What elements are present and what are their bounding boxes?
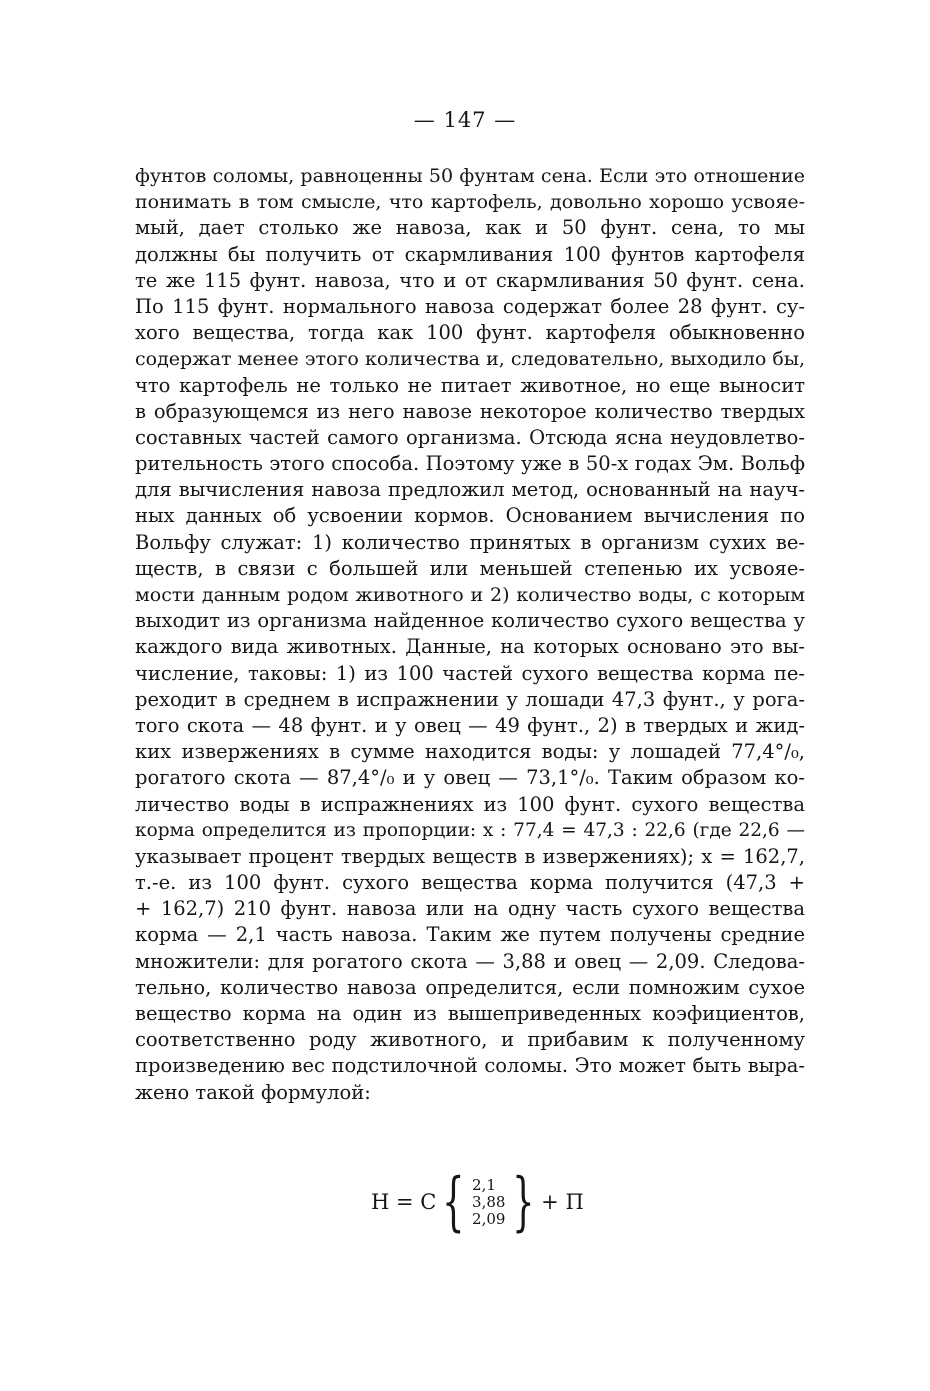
text-line: содержат менее этого количества и, следовательно, выходило бы,	[135, 348, 805, 371]
text-line: личество воды в испражнениях из 100 фунт. сухого вещества	[135, 792, 805, 816]
text-line: произведению вес подстилочной соломы. Это может быть выра-	[135, 1054, 805, 1078]
text-line: тельно, количество навоза определится, если помножим сухое	[135, 975, 805, 999]
text-line: ных данных об усвоении кормов. Основанием вычисления по	[135, 504, 805, 528]
text-line: соответственно роду животного, и прибавим к полученному	[135, 1028, 805, 1052]
text-line: того скота — 48 фунт. и у овец — 49 фунт., 2) в твердых и жид-	[135, 713, 805, 737]
text-line: реходит в среднем в испражнении у лошади 47,3 фунт., у рога-	[135, 687, 805, 711]
formula-rhs: + П	[541, 1190, 584, 1214]
text-line: каждого вида животных. Данные, на которых основано это вы-	[135, 635, 805, 659]
text-line: корма определится из пропорции: x : 77,4 = 47,3 : 22,6 (где 22,6 —	[135, 819, 805, 841]
text-line: фунтов соломы, равноценны 50 фунтам сена. Если это отношение	[135, 165, 805, 187]
text-line: составных частей самого организма. Отсюда ясна неудовлетво-	[135, 425, 805, 449]
text-line: в образующемся из него навозе некоторое количество твердых	[135, 399, 805, 423]
text-line: Вольфу служат: 1) количество принятых в организм сухих ве-	[135, 530, 805, 554]
formula-left-brace: {	[442, 1165, 465, 1239]
text-line: числение, таковы: 1) из 100 частей сухого вещества корма пе-	[135, 661, 805, 685]
text-line: корма — 2,1 часть навоза. Таким же путем получены средние	[135, 923, 805, 947]
coefficient-cattle: 3,88	[472, 1192, 506, 1211]
text-line: мый, дает столько же навоза, как и 50 фунт. сена, то мы	[135, 216, 805, 240]
coefficient-horse: 2,1	[472, 1175, 496, 1194]
formula-lhs: H = C	[371, 1190, 437, 1214]
formula-right-brace: }	[512, 1165, 536, 1239]
manure-formula	[368, 1165, 587, 1239]
text-line: что картофель не только не питает животное, но еще выносит	[135, 373, 805, 397]
text-line: множители: для рогатого скота — 3,88 и овец — 2,09. Следова-	[135, 949, 805, 973]
text-line: рительность этого способа. Поэтому уже в 50-х годах Эм. Вольф	[135, 452, 805, 476]
text-line: выходит из организма найденное количество сухого вещества у	[135, 609, 805, 633]
text-line: + 162,7) 210 фунт. навоза или на одну часть сухого вещества	[135, 897, 805, 921]
text-line: По 115 фунт. нормального навоза содержат более 28 фунт. су-	[135, 294, 805, 318]
text-line: должны бы получить от скармливания 100 фунтов картофеля	[135, 242, 805, 266]
text-line: вещество корма на один из вышеприведенных коэфициентов,	[135, 1002, 805, 1025]
text-line: рогатого скота — 87,4°/₀ и у овец — 73,1°/₀. Таким образом ко-	[135, 766, 805, 790]
text-line: ществ, в связи с большей или меньшей степенью их усвояе-	[135, 556, 805, 580]
formula-coefficients	[468, 1177, 509, 1228]
coefficient-sheep: 2,09	[472, 1209, 506, 1228]
text-line: хого вещества, тогда как 100 фунт. картофеля обыкновенно	[135, 321, 805, 345]
page-number: — 147 —	[413, 108, 517, 132]
text-line: понимать в том смысле, что картофель, довольно хорошо усвояе-	[135, 191, 805, 214]
text-line: для вычисления навоза предложил метод, основанный на науч-	[135, 478, 805, 502]
text-line: указывает процент твердых веществ в извержениях); x = 162,7,	[135, 844, 805, 868]
text-line: жено такой формулой:	[135, 1080, 371, 1104]
text-line: мости данным родом животного и 2) количество воды, с которым	[135, 584, 805, 606]
text-line: те же 115 фунт. навоза, что и от скармливания 50 фунт. сена.	[135, 268, 805, 292]
text-line: ких извержениях в сумме находится воды: у лошадей 77,4°/₀,	[135, 740, 805, 764]
body-text	[135, 163, 805, 1106]
text-line: т.-е. из 100 фунт. сухого вещества корма получится (47,3 +	[135, 871, 805, 895]
